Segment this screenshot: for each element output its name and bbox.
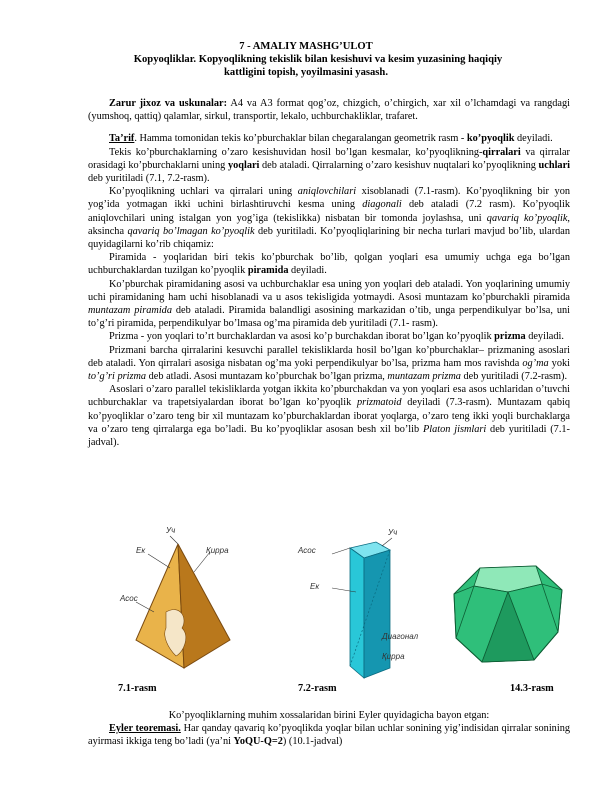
paragraph-pyramid-base: Ko’pburchak piramidaning asosi va uchburchaklar esa uning yon yoqlari deb ataladi. Yon yoqlarining umumiy uchi piramidaning ham uchi hisoblanadi va u asos tekisligida yotmaydi. Asosi muntazam ko’pburchakli piramida muntazam piramida deb ataladi. Piramida balandligi asosining markazidan o’tib, unga perpendikulyar bo’lsa, uni to’g’ri piramida, perpendikulyar bo’lmasa og’ma piramida deb yuritiladi (7.1- rasm).: [88, 278, 570, 330]
caption-fig-1: 7.1-rasm: [118, 683, 157, 694]
paragraph-prism-bases: Prizmani barcha qirralarini kesuvchi parallel tekisliklarda hosil bo’lgan ko’pburchaklar– prizmaning asoslari deb ataladi. Yon qirralari asosiga nisbatan og’ma yoki perpendikulyar bo’lsa, prizma ham mos ravishda og’ma yoki to’g’ri prizma deb atladi. Asosi muntazam ko’pburchak bo’lgan prizma, muntazam prizma deb yuritiladi (7.2-rasm).: [88, 344, 570, 383]
prism-label-apex: Уч: [388, 528, 398, 537]
euler-term: Eyler teoremasi.: [109, 723, 181, 735]
prism-label-base: Асос: [298, 546, 316, 555]
prism-figure: [296, 528, 419, 682]
paragraph-definition: Ta’rif. Hamma tomonidan tekis ko’pburchaklar bilan chegaralangan geometrik rasm - ko’pyoqlik deyiladi.: [109, 133, 553, 145]
caption-fig-2: 7.2-rasm: [298, 683, 337, 694]
euler-formula: YoQU-Q=2: [233, 736, 283, 748]
euler-section: [88, 709, 570, 749]
pyramid-side-face: [178, 544, 230, 668]
prismatoid-figure: [450, 560, 568, 670]
pyramid-drawing: [110, 532, 250, 682]
pyramid-label-base: Асос: [120, 594, 138, 603]
pyramid-label-rib: Қирра: [206, 546, 229, 555]
figures-row: [88, 526, 570, 682]
pyramid-figure: [110, 526, 250, 682]
definition-term: Ta’rif: [109, 133, 135, 145]
paragraph-pyramid: Piramida - yoqlaridan biri tekis ko’pburchak bo’lib, qolgan yoqlari esa umumiy uchga ega bo’lgan uchburchaklardan tuzilgan ko’pyoqlik piramida deyiladi.: [88, 252, 570, 277]
title-line-1: 7 - AMALIY MASHG’ULOT: [239, 41, 373, 52]
paragraph-edges: Tekis ko’pburchaklarning o’zaro kesishuvidan hosil bo’lgan kesmalar, ko’pyoqlikning-qirralari va qirralar orasidagi ko’pburchaklarni uning yoqlari deb ataladi. Qirralarning o’zaro kesishuv nuqtalari ko’pyoqlikning uchlari deb yuritiladi (7.1, 7.2-rasm).: [88, 146, 571, 185]
paragraph-equipment: Zarur jixoz va uskunalar: A4 va A3 format qog’oz, chizgich, o’chirgich, xar xil o’lchamdagi va rangdagi (yumshoq, qattiq) qalamlar, sirkul, transportir, lekalo, uchburchakliklar, trafaret.: [88, 98, 570, 123]
page-title: [0, 40, 612, 79]
paragraph-prismatoid: Asoslari o’zaro parallel tekisliklarda yotgan ikkita ko’pburchakdan va yon yoqlari esa asos uchlaridan o’tuvchi uchburchaklar va trapetsiyalardan iborat bo’lgan ko’pyoqlik prizmatoid deyiladi (7.3-rasm). Muntazam qabiq ko’pyoqliklar o’zaro teng bir xil muntazam ko’pburchaklardan iborat yoqlarga, o’zaro teng ikki yoqli burchaklarga va o’zaro teng qirralarga ega bo’ladi. Bu ko’pyoqliklar asosan besh xil bo’lib Platon jismlari deb yuritiladi (7.1-jadval).: [88, 384, 571, 449]
prismatoid-drawing: [450, 560, 568, 670]
pyramid-label-apex: Уч: [166, 526, 176, 535]
paragraph-determinants: Ko’pyoqlikning uchlari va qirralari uning aniqlovchilari xisoblanadi (7.1-rasm). Ko’pyoqlikning bir yon yog’ida yotmagan ikki uchini birlashtiruvchi kesma uning diagonali deb ataladi (7.2 rasm). Ko’pyoqlik aniqlovchilari uning istalgan yon yog’iga (tekislikka) nisbatan bir tomonda joylashsa, uni qavariq ko’pyoqlik, aksincha qavariq bo’lmagan ko’pyoqlik deb yuritiladi. Ko’pyoqliqlarining bir necha turlari mavjud bo’lib, ulardan quyidagilarni ko’rib chiqamiz:: [88, 186, 570, 251]
figure-captions: [0, 683, 612, 697]
prism-front-face: [350, 548, 364, 678]
title-line-3: kattligini topish, yoyilmasini yasash.: [224, 67, 388, 78]
body-text: [88, 97, 570, 449]
prism-label-diagonal: Диагонал: [382, 632, 419, 641]
prism-label-rib: Қирра: [382, 652, 405, 661]
title-line-2: Kopyoqliklar. Kopyoqlikning tekislik bilan kesishuvi va kesim yuzasining haqiqiy: [133, 54, 503, 65]
euler-theorem: Eyler teoremasi. Har qanday qavariq ko’pyoqlikda yoqlar bilan uchlar sonining yig’indisidan qirralar sonining ayirmasi ikkiga teng bo’ladi (ya’ni YoQU-Q=2) (10.1-jadval): [88, 723, 570, 748]
euler-intro: Ko’pyoqliklarning muhim xossalaridan birini Eyler quyidagicha bayon etgan:: [168, 710, 490, 721]
paragraph-prism: Prizma - yon yoqlari to’rt burchaklardan va asosi ko’p burchakdan iborat bo’lgan ko’pyoqlik prizma deyiladi.: [109, 331, 564, 343]
pyramid-label-edge: Ек: [136, 546, 146, 555]
prism-label-edge: Ек: [310, 582, 320, 591]
equipment-label: Zarur jixoz va uskunalar:: [109, 98, 228, 109]
caption-fig-3: 14.3-rasm: [510, 683, 554, 694]
